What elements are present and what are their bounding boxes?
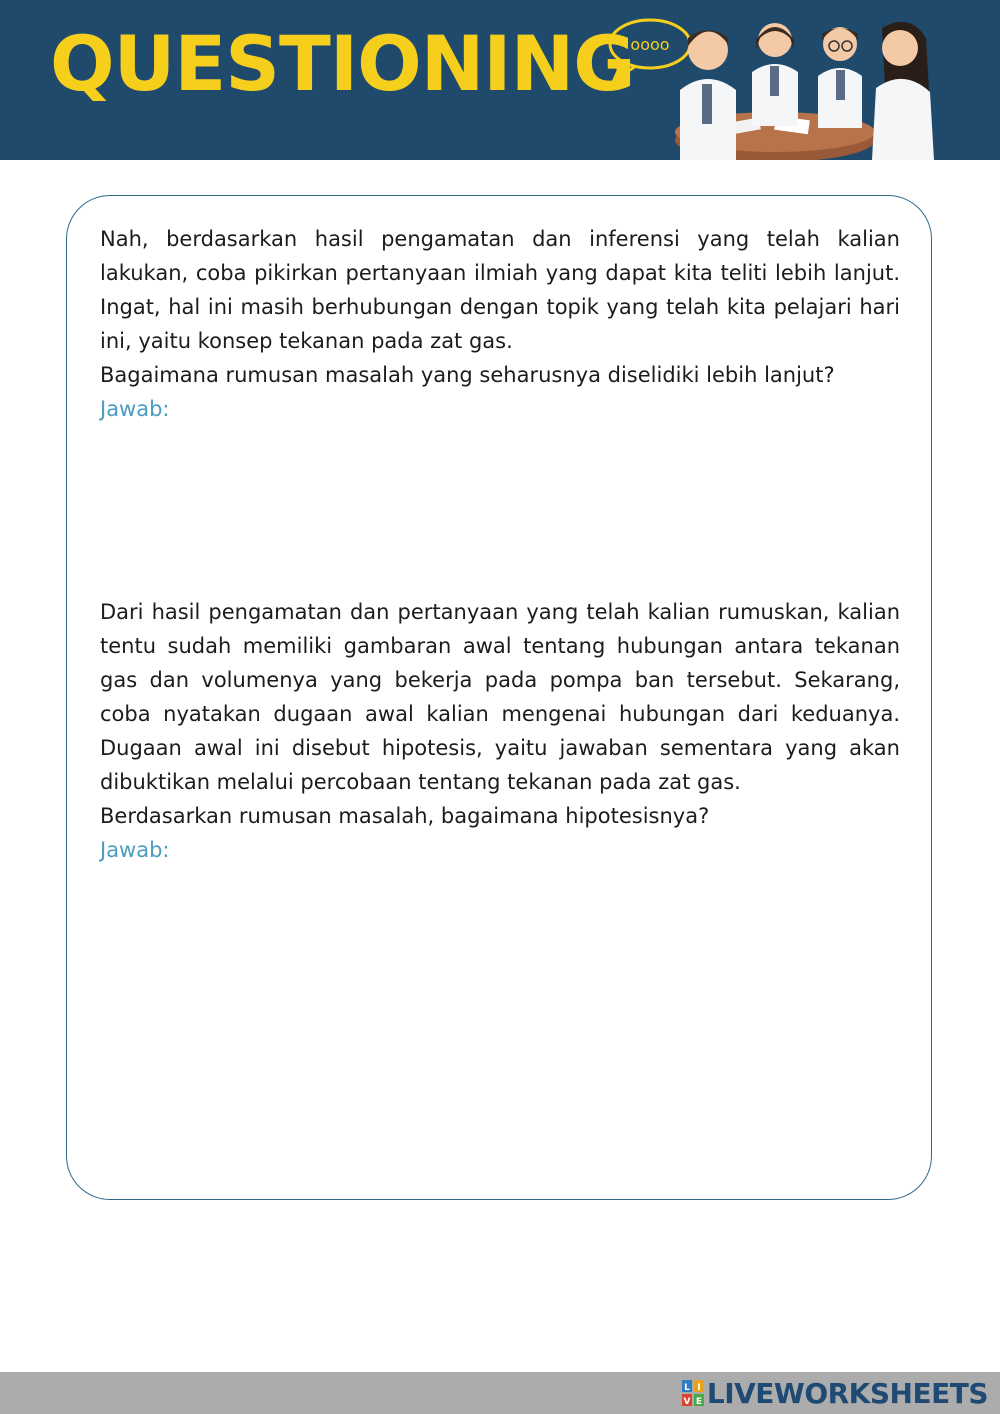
students-discussion-illustration <box>600 8 950 160</box>
instruction-paragraph: Nah, berdasarkan hasil pengamatan dan inferensi yang telah kalian lakukan, coba pikirkan pertanyaan ilmiah yang dapat kita teliti lebih lanjut. Ingat, hal ini masih berhubungan dengan topik yang telah kita pelajari hari ini, yaitu konsep tekanan pada zat gas. <box>100 227 900 353</box>
svg-text:oooo: oooo <box>630 35 670 54</box>
answer-label: Jawab: <box>100 397 170 421</box>
page-title: QUESTIONING <box>50 19 635 108</box>
instruction-paragraph: Dari hasil pengamatan dan pertanyaan yang telah kalian rumuskan, kalian tentu sudah memiliki gambaran awal tentang hubungan antara tekanan gas dan volumenya yang bekerja pada pompa ban tersebut. Sekarang, coba nyatakan dugaan awal kalian mengenai hubungan dari keduanya. Dugaan awal ini disebut hipotesis, yaitu jawaban sementara yang akan dibuktikan melalui percobaan tentang tekanan pada zat gas. <box>100 600 900 794</box>
student-figure-4 <box>872 22 934 160</box>
question-section-hypothesis <box>100 595 900 867</box>
svg-text:V: V <box>683 1397 691 1406</box>
student-figure-3 <box>818 27 862 128</box>
page-header <box>0 0 1000 160</box>
svg-text:L: L <box>684 1383 690 1393</box>
question-section-problem <box>100 222 900 426</box>
liveworksheets-logo-icon <box>682 1380 704 1406</box>
student-figure-1 <box>680 30 736 160</box>
footer-bar <box>0 1372 1000 1414</box>
question-text: Bagaimana rumusan masalah yang seharusnya diselidiki lebih lanjut? <box>100 363 835 387</box>
liveworksheets-brand[interactable] <box>682 1375 988 1411</box>
svg-text:I: I <box>697 1383 701 1393</box>
question-text: Berdasarkan rumusan masalah, bagaimana hipotesisnya? <box>100 804 710 828</box>
answer-label: Jawab: <box>100 838 170 862</box>
svg-text:E: E <box>695 1397 702 1406</box>
student-figure-2 <box>752 23 798 126</box>
liveworksheets-brand-text: LIVEWORKSHEETS <box>706 1376 988 1410</box>
